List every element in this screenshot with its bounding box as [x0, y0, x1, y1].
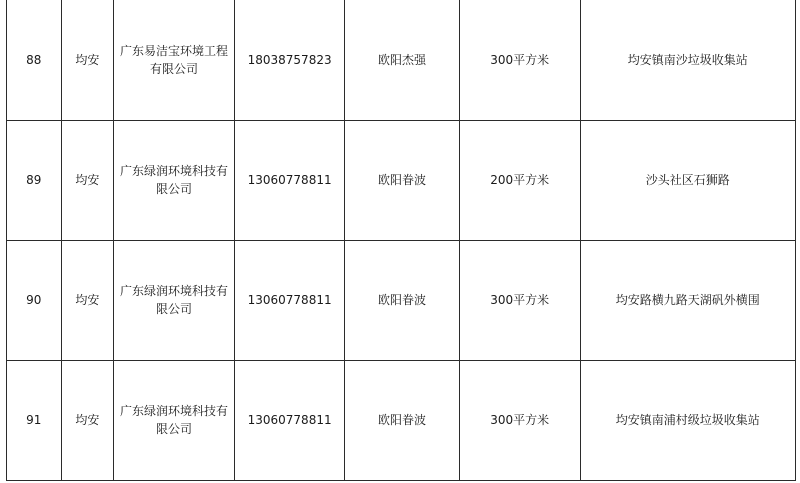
contact-name: 欧阳眷波 [345, 360, 460, 480]
area: 200平方米 [459, 120, 580, 240]
location: 均安镇南沙垃圾收集站 [580, 0, 795, 120]
company-name: 广东绿润环境科技有限公司 [114, 120, 235, 240]
phone-number: 18038757823 [234, 0, 344, 120]
table-row [7, 120, 796, 240]
phone-number: 13060778811 [234, 120, 344, 240]
area: 300平方米 [459, 240, 580, 360]
company-name: 广东易洁宝环境工程有限公司 [114, 0, 235, 120]
area: 300平方米 [459, 0, 580, 120]
phone-number: 13060778811 [234, 360, 344, 480]
location: 均安镇南浦村级垃圾收集站 [580, 360, 795, 480]
contact-name: 欧阳杰强 [345, 0, 460, 120]
location: 沙头社区石狮路 [580, 120, 795, 240]
contact-name: 欧阳眷波 [345, 120, 460, 240]
table-row [7, 240, 796, 360]
table-row [7, 0, 796, 120]
town: 均安 [61, 0, 114, 120]
row-number: 88 [7, 0, 62, 120]
table-row [7, 360, 796, 480]
location: 均安路横九路天湖矾外横围 [580, 240, 795, 360]
records-table-container [6, 0, 796, 480]
town: 均安 [61, 240, 114, 360]
phone-number: 13060778811 [234, 240, 344, 360]
row-number: 89 [7, 120, 62, 240]
town: 均安 [61, 120, 114, 240]
town: 均安 [61, 360, 114, 480]
contact-name: 欧阳眷波 [345, 240, 460, 360]
row-number: 91 [7, 360, 62, 480]
company-name: 广东绿润环境科技有限公司 [114, 360, 235, 480]
records-table [6, 0, 796, 481]
area: 300平方米 [459, 360, 580, 480]
company-name: 广东绿润环境科技有限公司 [114, 240, 235, 360]
row-number: 90 [7, 240, 62, 360]
